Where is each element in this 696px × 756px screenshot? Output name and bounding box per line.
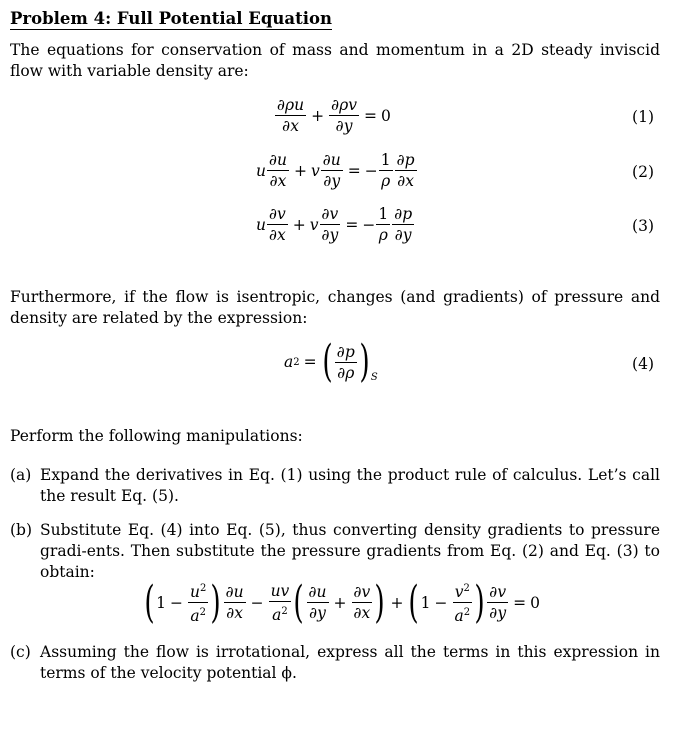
equation-2: u $\frac{\partial u}{\partial x}$ + v $\frac{\partial u}{\partial y}$ = − $\frac{1}{\rho}$ $\frac{\partial p}{\partial x}$ [256,151,415,190]
equation-4: a 2 = ( $\frac{\partial p}{\partial\rho}$ ) $_S$ [284,336,378,387]
item-a-label: (a) [10,466,32,484]
isentropic-paragraph: Furthermore, if the flow is isentropic, changes (and gradients) of pressure and density are related by the expression: [10,288,660,327]
equation-number-1: (1) [632,108,654,126]
item-c [10,642,660,684]
item-c-text: Assuming the flow is irrotational, express all the terms in this expression in terms of the velocity potential ϕ. [40,643,660,682]
equation-number-3: (3) [632,217,654,235]
item-a-text: Expand the derivatives in Eq. (1) using the product rule of calculus. Let’s call the result Eq. (5). [40,466,660,505]
intro-paragraph: The equations for conservation of mass and momentum in a 2D steady inviscid flow with variable density are: [10,41,660,80]
item-b-text: Substitute Eq. (4) into Eq. (5), thus converting density gradients to pressure gradi-ents. Then substitute the pressure gradients from Eq. (2) and Eq. (3) to obtain: [40,521,660,581]
manipulations-heading: Perform the following manipulations: [10,427,303,445]
item-b-label: (b) [10,521,33,539]
item-b [10,520,660,583]
item-a [10,465,660,507]
equation-1: $\frac{\partial\rho u}{\partial x}$ + $\frac{\partial\rho v}{\partial y}$ = 0 [277,96,391,135]
problem-title: Problem 4: Full Potential Equation [10,9,332,28]
full-potential-equation: ( 1 − $\frac{u^2}{a^2}$ ) $\frac{\partial u}{\partial x}$ − $\frac{uv}{a^2}$ ( $\frac{\partial u}{\partial y}$ + $\frac{\partial v}{\partial x}$ ) + ( 1 − $\frac{v^2}{a^2}$ ) $\frac{\partial v}{\partial y}$ = 0 [144,576,540,628]
equation-number-4: (4) [632,355,654,373]
equation-3: u $\frac{\partial v}{\partial x}$ + v $\frac{\partial v}{\partial y}$ = − $\frac{1}{\rho}$ $\frac{\partial p}{\partial y}$ [256,205,413,244]
equation-number-2: (2) [632,163,654,181]
item-c-label: (c) [10,643,31,661]
